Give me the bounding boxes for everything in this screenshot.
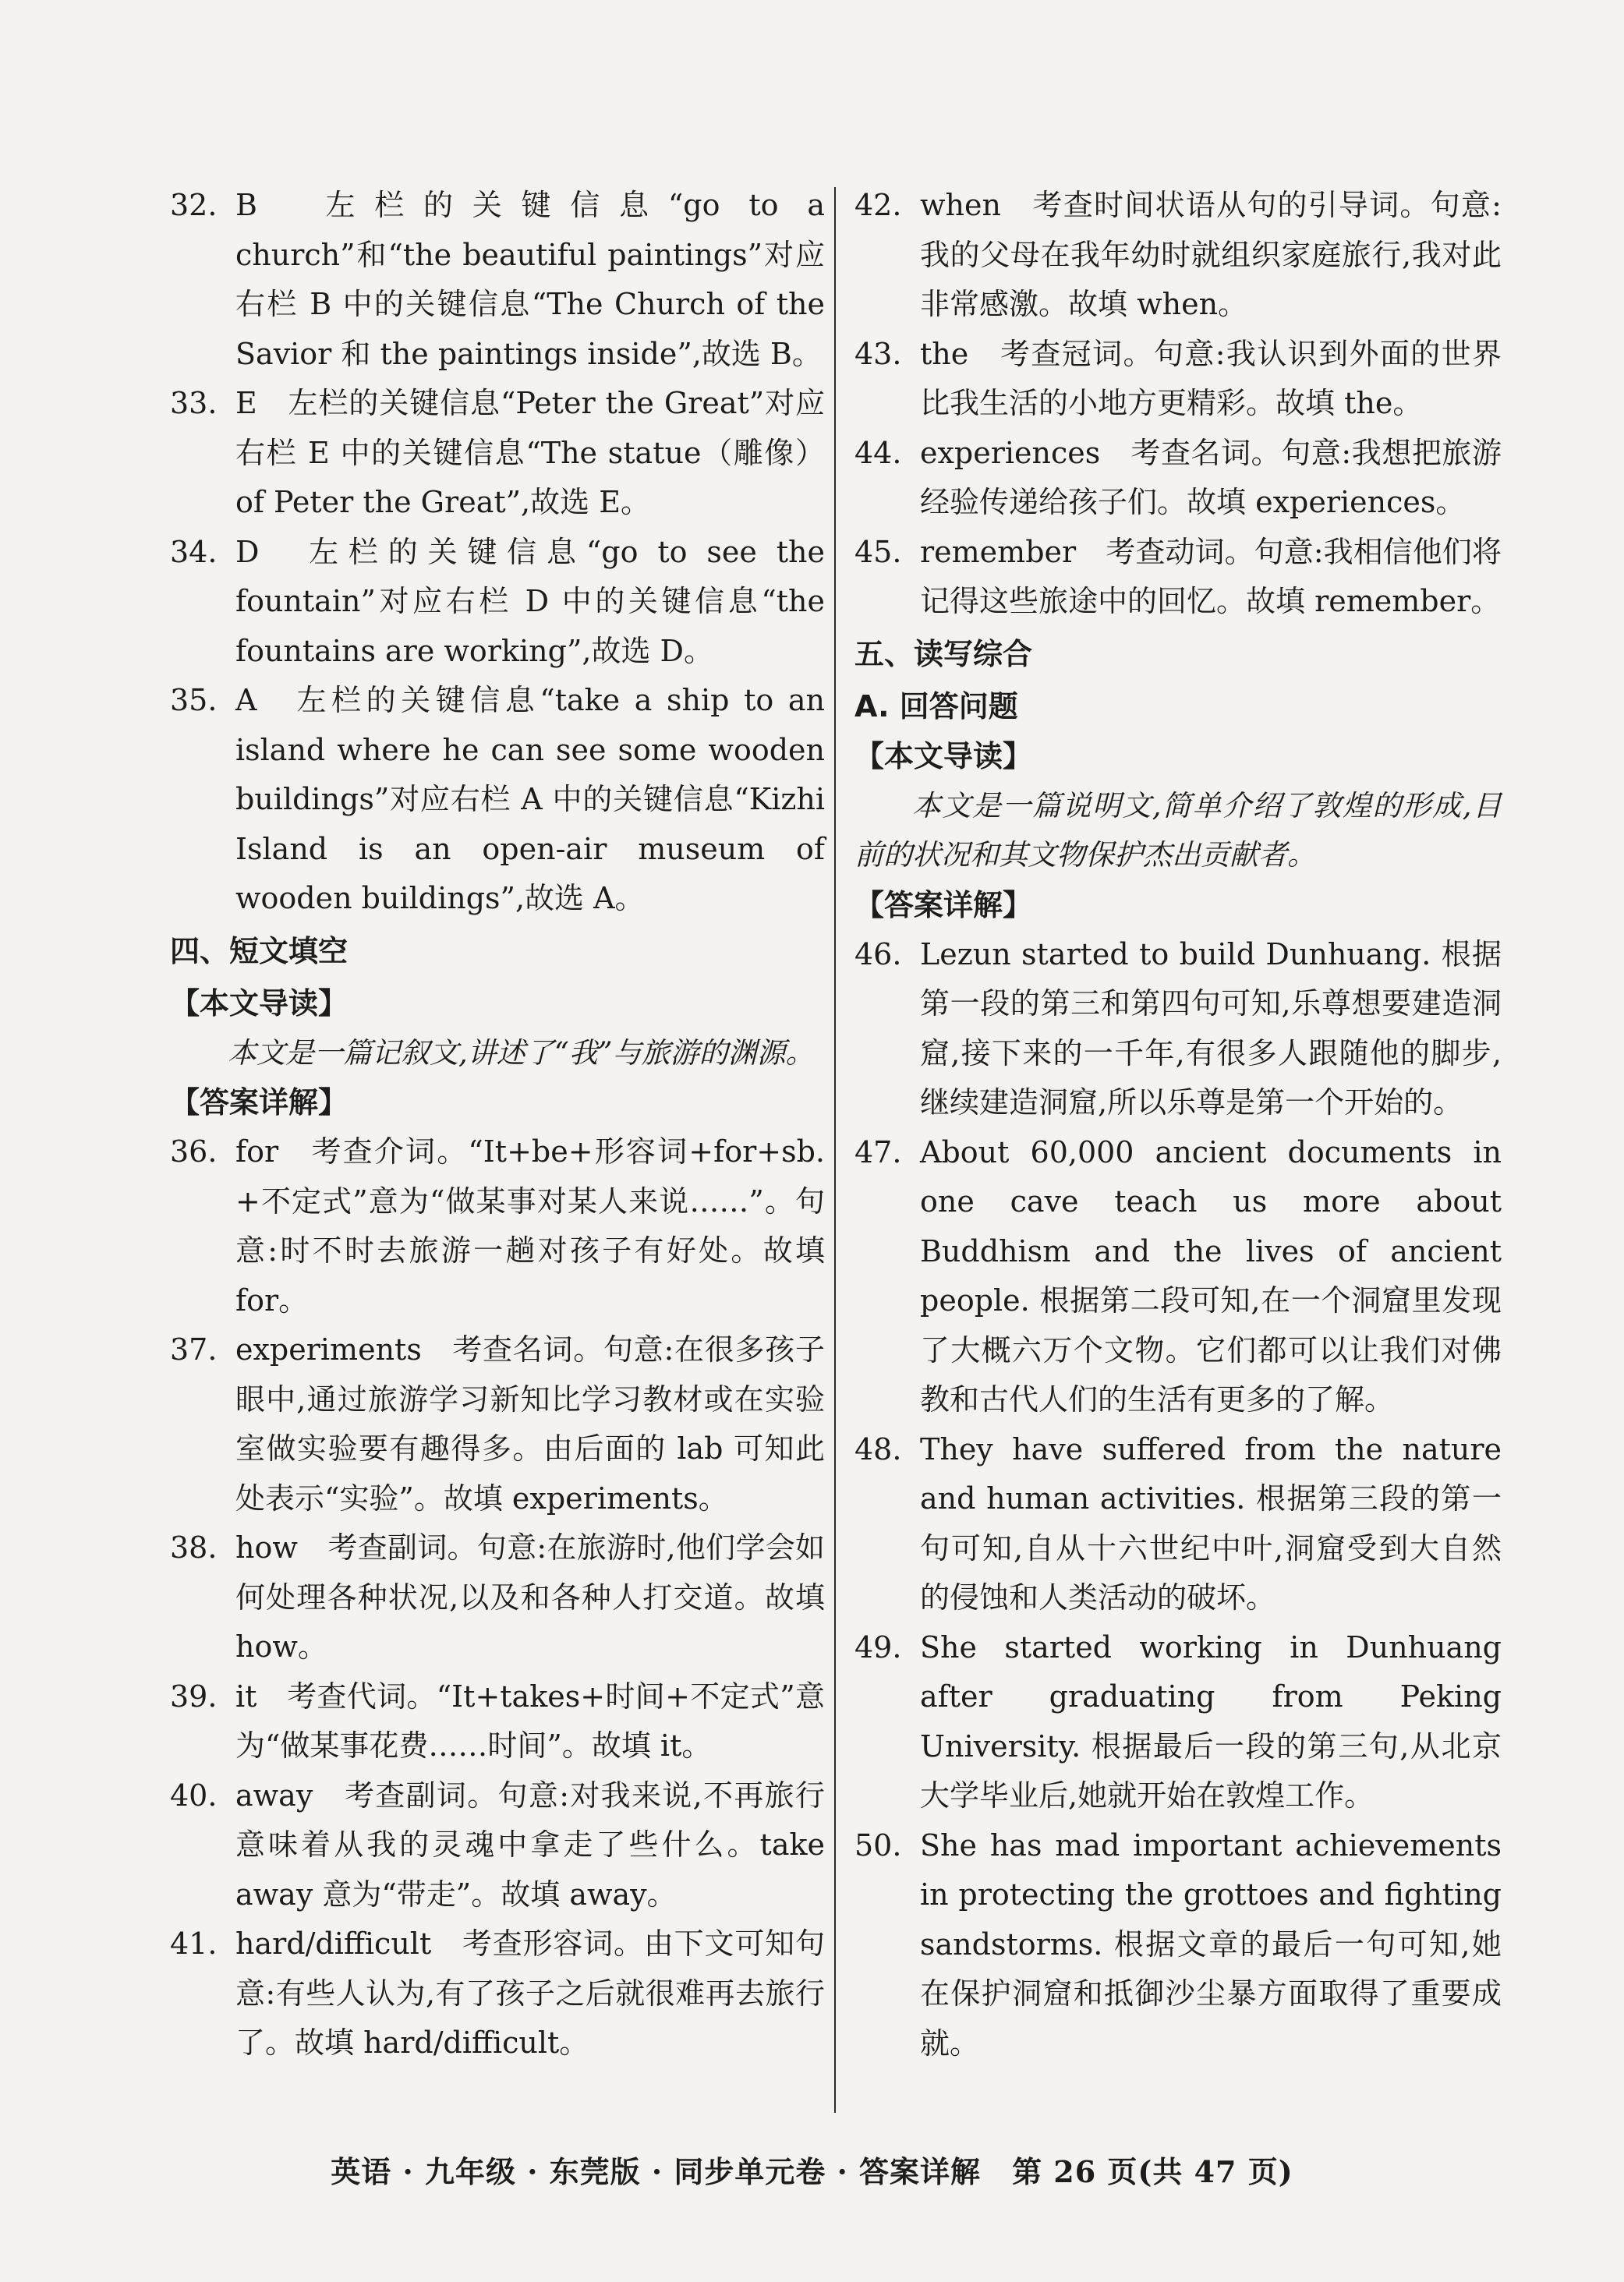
answer-item [854, 1128, 1502, 1425]
footer-page-number: 第 26 页(共 47 页) [1012, 2154, 1293, 2189]
answer-text: how 考查副词。句意:在旅游时,他们学会如何处理各种状况,以及和各种人打交道。故填 how。 [235, 1530, 825, 1664]
answer-number: 37. [170, 1332, 218, 1367]
section-title-reading-writing: 五、读写综合 [854, 636, 1033, 671]
answer-text: the 考查冠词。句意:我认识到外面的世界比我生活的小地方更精彩。故填 the。 [920, 336, 1502, 420]
answer-text: experiments 考查名词。句意:在很多孩子眼中,通过旅游学习新知比学习教材或在实验室做实验要有趣得多。由后面的 lab 可知此处表示“实验”。故填 experiments。 [235, 1332, 825, 1516]
answer-number: 49. [854, 1629, 902, 1665]
answer-item [170, 1919, 825, 2068]
answer-text: it 考查代词。“It+takes+时间+不定式”意为“做某事花费……时间”。故填 it。 [235, 1679, 825, 1763]
answer-text: A 左栏的关键信息“take a ship to an island where he can see some wooden buildings”对应右栏 A 中的关键信息“Kizhi Island is an open-air museum of wooden buildings”,故选 A。 [235, 683, 825, 915]
answer-number: 40. [170, 1778, 218, 1813]
section-title-reading-fill: 四、短文填空 [170, 933, 349, 968]
answer-text: E 左栏的关键信息“Peter the Great”对应右栏 E 中的关键信息“The statue（雕像）of Peter the Great”,故选 E。 [235, 386, 825, 519]
answer-text: D 左栏的关键信息“go to see the fountain”对应右栏 D 中的关键信息“the fountains are working”,故选 D。 [235, 534, 825, 668]
answer-number: 42. [854, 188, 902, 222]
answer-item [854, 930, 1502, 1128]
page-footer [0, 2148, 1624, 2191]
guide-text: 本文是一篇记叙文,讲述了“我”与旅游的渊源。 [228, 1035, 815, 1070]
answer-item [854, 181, 1502, 330]
answer-text: She started working in Dunhuang after graduating from Peking University. 根据最后一段的第三句,从北京大学毕业后,她就开始在敦煌工作。 [920, 1629, 1502, 1813]
answer-number: 35. [170, 683, 218, 717]
answer-list-b [170, 1127, 825, 2068]
column-divider [834, 187, 836, 2113]
answer-number: 50. [854, 1827, 902, 1863]
answer-number: 32. [170, 188, 218, 222]
answer-list-b [854, 930, 1502, 2069]
answer-item [854, 1623, 1502, 1821]
answer-item [170, 1771, 825, 1920]
answer-item [854, 330, 1502, 429]
guide-text: 本文是一篇说明文,简单介绍了敦煌的形成,目前的状况和其文物保护杰出贡献者。 [854, 788, 1502, 872]
answer-number: 45. [854, 534, 902, 569]
answer-text: About 60,000 ancient documents in one cave teach us more about Buddhism and the lives of ancient people. 根据第二段可知,在一个洞窟里发现了大概六万个文物。它们都可以让我们对佛教和古代人们的生活有更多的了解。 [920, 1134, 1502, 1417]
answer-item [170, 1325, 825, 1523]
answer-number: 48. [854, 1431, 902, 1466]
answer-item [170, 676, 825, 924]
sub-title-answer-questions: A. 回答问题 [854, 688, 1018, 724]
answer-item [854, 429, 1502, 528]
answer-text: for 考查介词。“It+be+形容词+for+sb. +不定式”意为“做某事对某人来说……”。句意:时不时去旅游一趟对孩子有好处。故填 for。 [235, 1134, 825, 1318]
answer-tag: 【答案详解】 [170, 1085, 349, 1120]
answer-item [854, 1425, 1502, 1623]
answer-number: 41. [170, 1926, 218, 1961]
answer-item [170, 1523, 825, 1672]
answer-number: 47. [854, 1134, 902, 1169]
answer-item [170, 1127, 825, 1325]
answer-item [170, 181, 825, 379]
answer-text: remember 考查动词。句意:我相信他们将记得这些旅途中的回忆。故填 remember。 [920, 534, 1502, 618]
answer-text: hard/difficult 考查形容词。由下文可知句意:有些人认为,有了孩子之后就很难再去旅行了。故填 hard/difficult。 [235, 1926, 825, 2060]
answer-text: experiences 考查名词。句意:我想把旅游经验传递给孩子们。故填 experiences。 [920, 435, 1502, 519]
answer-text: She has mad important achievements in protecting the grottoes and fighting sandstorms. 根据文章的最后一句可知,她在保护洞窟和抵御沙尘暴方面取得了重要成就。 [920, 1827, 1502, 2061]
answer-number: 38. [170, 1530, 218, 1565]
guide-tag: 【本文导读】 [170, 985, 349, 1021]
guide-tag: 【本文导读】 [854, 738, 1033, 773]
answer-number: 36. [170, 1134, 218, 1169]
answer-list-a [854, 181, 1502, 627]
answer-item [854, 1821, 1502, 2069]
footer-subject: 英语 · 九年级 · 东莞版 · 同步单元卷 · 答案详解 [331, 2154, 982, 2189]
answer-item [854, 528, 1502, 627]
answer-text: away 考查副词。句意:对我来说,不再旅行意味着从我的灵魂中拿走了些什么。take away 意为“带走”。故填 away。 [235, 1778, 825, 1912]
answer-item [170, 1672, 825, 1771]
answer-number: 43. [854, 336, 902, 371]
answer-number: 44. [854, 435, 902, 470]
answer-item [170, 379, 825, 528]
answer-number: 33. [170, 386, 218, 420]
answer-text: They have suffered from the nature and human activities. 根据第三段的第一句可知,自从十六世纪中叶,洞窟受到大自然的侵蚀和人类活动的破坏。 [920, 1431, 1502, 1615]
left-column [170, 181, 825, 2068]
answer-item [170, 528, 825, 677]
answer-number: 34. [170, 534, 218, 569]
answer-tag: 【答案详解】 [854, 887, 1033, 922]
right-column [854, 181, 1502, 2068]
answer-text: when 考查时间状语从句的引导词。句意:我的父母在我年幼时就组织家庭旅行,我对此非常感激。故填 when。 [920, 188, 1502, 321]
answer-list-a [170, 181, 825, 924]
answer-number: 46. [854, 936, 902, 971]
answer-text: Lezun started to build Dunhuang. 根据第一段的第三和第四句可知,乐尊想要建造洞窟,接下来的一千年,有很多人跟随他的脚步,继续建造洞窟,所以乐尊是第一个开始的。 [920, 936, 1502, 1120]
answer-text: B 左栏的关键信息“go to a church”和“the beautiful paintings”对应右栏 B 中的关键信息“The Church of the Savior 和 the paintings inside”,故选 B。 [235, 188, 825, 371]
answer-number: 39. [170, 1679, 218, 1714]
